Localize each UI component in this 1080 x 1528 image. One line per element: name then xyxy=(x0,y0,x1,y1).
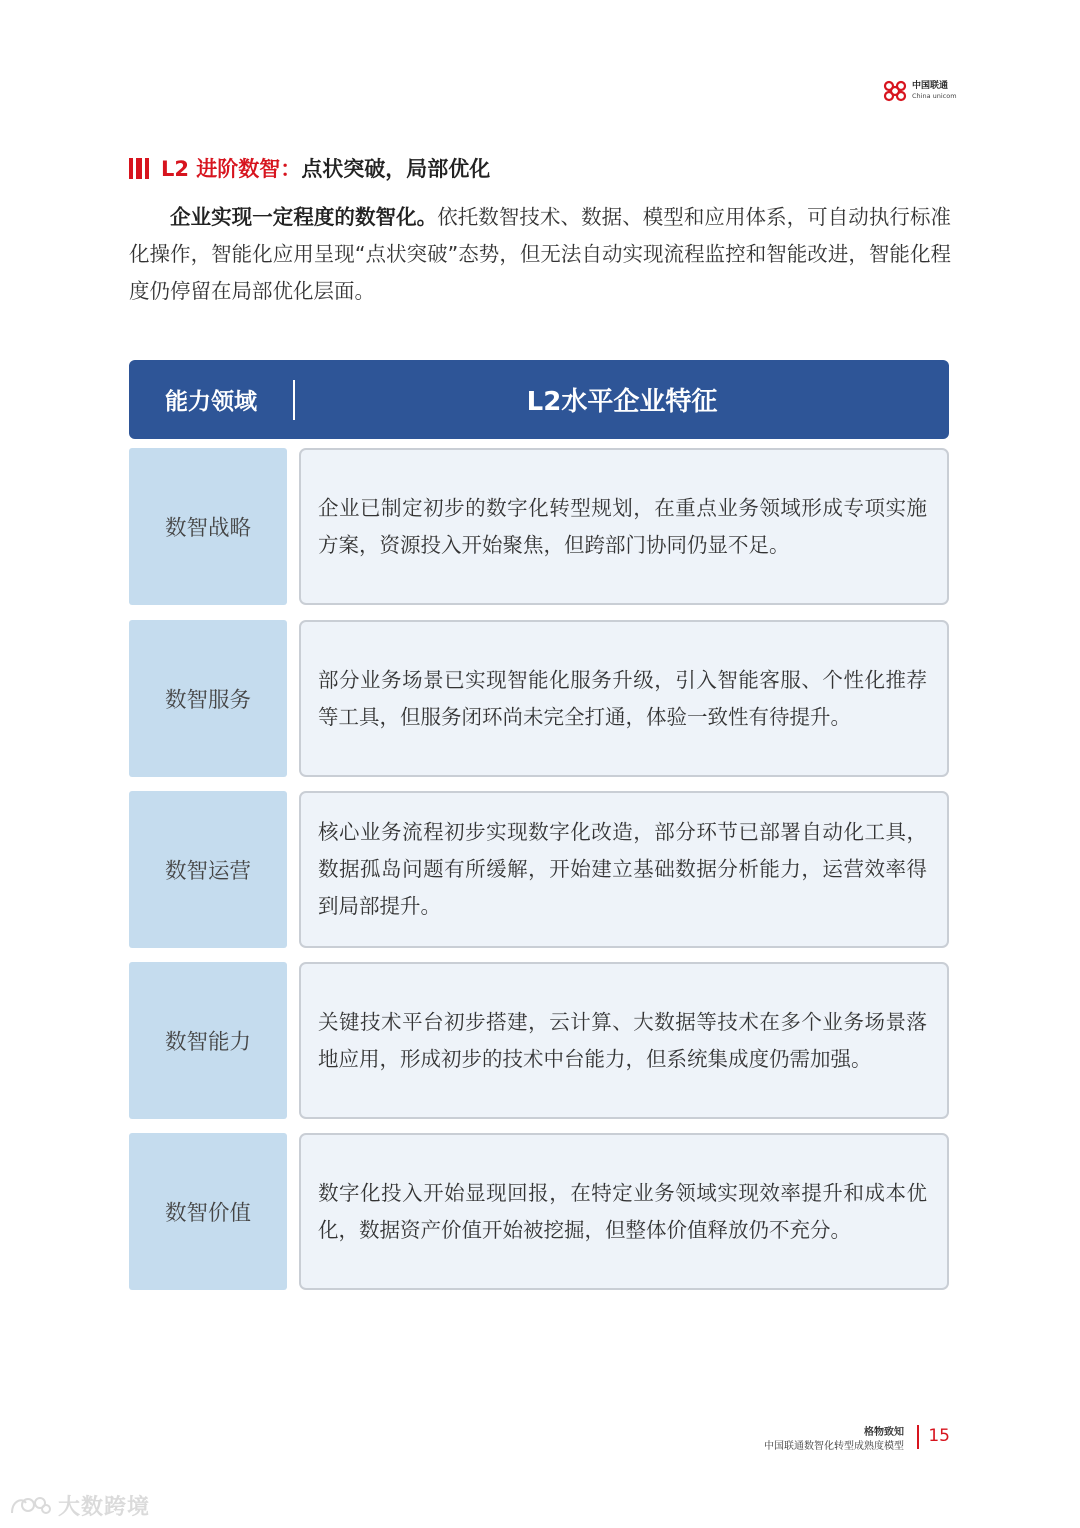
page-number: 15 xyxy=(928,1426,950,1446)
intro-body: 依托数智技术、数据、模型和应用体系，可自动执行标准化操作，智能化应用呈现“点状突破”态势，但无法自动实现流程监控和智能改进，智能化程度仍停留在局部优化层面。 xyxy=(129,205,951,303)
watermark-logo-icon xyxy=(8,1493,52,1519)
description-cell xyxy=(299,1133,949,1290)
domain-cell: 数智价值 xyxy=(129,1133,287,1290)
description-text: 关键技术平台初步搭建，云计算、大数据等技术在多个业务场景落地应用，形成初步的技术中台能力，但系统集成度仍需加强。 xyxy=(318,1009,927,1071)
intro-paragraph xyxy=(129,199,951,310)
domain-cell: 数智战略 xyxy=(129,448,287,605)
intro-lead: 企业实现一定程度的数智化。 xyxy=(170,205,438,229)
description-cell xyxy=(299,962,949,1119)
header-capability-domain: 能力领域 xyxy=(165,389,257,415)
table-row xyxy=(129,962,949,1119)
table-row xyxy=(129,448,949,605)
table-header xyxy=(129,360,949,439)
table-row xyxy=(129,1133,949,1290)
description-text: 核心业务流程初步实现数字化改造，部分环节已部署自动化工具，数据孤岛问题有所缓解，开始建立基础数据分析能力，运营效率得到局部提升。 xyxy=(318,820,927,918)
domain-cell: 数智服务 xyxy=(129,620,287,777)
description-cell xyxy=(299,620,949,777)
footer-title: 格物致知 xyxy=(864,1427,904,1438)
logo-name-en: China unicom xyxy=(912,92,957,101)
description-cell xyxy=(299,448,949,605)
header-l2-features: L2水平企业特征 xyxy=(526,387,718,417)
domain-cell: 数智运营 xyxy=(129,791,287,948)
china-unicom-logo xyxy=(882,80,957,102)
description-cell xyxy=(299,791,949,948)
description-text: 企业已制定初步的数字化转型规划，在重点业务领域形成专项实施方案，资源投入开始聚焦，但跨部门协同仍显不足。 xyxy=(318,495,927,557)
logo-name-cn: 中国联通 xyxy=(912,81,949,92)
section-label: L2 进阶数智： xyxy=(161,157,302,181)
watermark xyxy=(8,1490,150,1521)
description-text: 数字化投入开始显现回报，在特定业务领域实现效率提升和成本优化，数据资产价值开始被挖掘，但整体价值释放仍不充分。 xyxy=(318,1180,927,1242)
description-text: 部分业务场景已实现智能化服务升级，引入智能客服、个性化推荐等工具，但服务闭环尚未完全打通，体验一致性有待提升。 xyxy=(318,667,927,729)
table-row xyxy=(129,791,949,948)
page-footer xyxy=(730,1423,950,1453)
footer-subtitle: 中国联通数智化转型成熟度模型 xyxy=(764,1441,904,1452)
china-unicom-knot-icon xyxy=(882,80,908,102)
heading-bars-icon xyxy=(129,158,149,179)
section-heading xyxy=(129,153,490,183)
domain-cell: 数智能力 xyxy=(129,962,287,1119)
table-row xyxy=(129,620,949,777)
watermark-text: 大数跨境 xyxy=(58,1495,151,1520)
section-subtitle: 点状突破，局部优化 xyxy=(301,157,491,181)
footer-divider xyxy=(917,1425,919,1449)
